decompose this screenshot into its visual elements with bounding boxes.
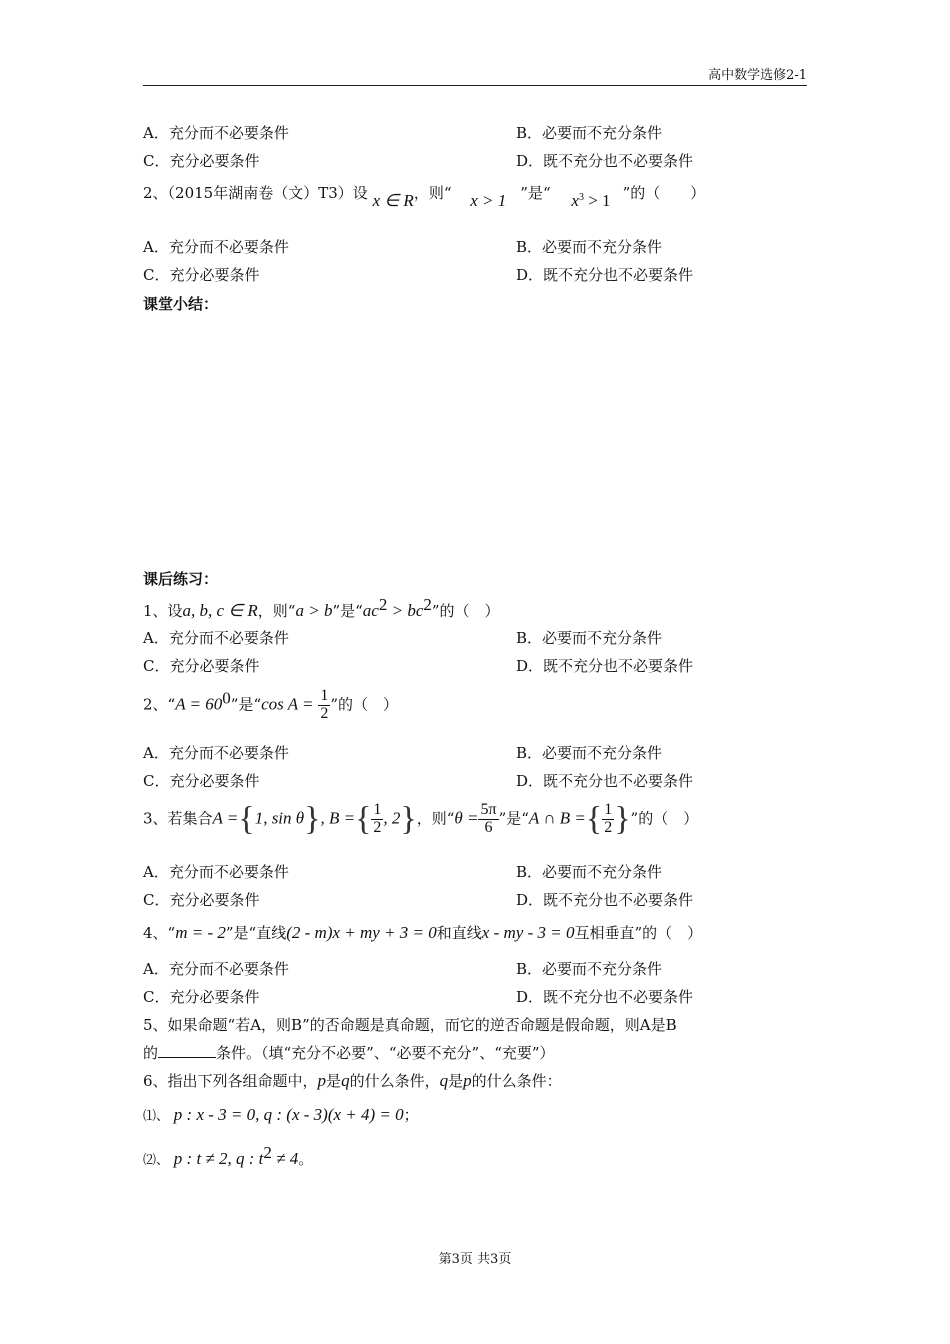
option-c: C．充分必要条件 [143, 891, 260, 909]
left-brace: { [585, 800, 603, 838]
practice-6-part-2: ⑵、 p : t ≠ 2, q : $t^2 \ne 4$。 [143, 1143, 314, 1168]
option-a: A．充分而不必要条件 [143, 124, 289, 142]
left-brace: { [238, 800, 255, 838]
option-b: B．必要而不充分条件 [516, 863, 663, 881]
practice-3: 3、若集合A ={1, sin θ}, B ={ $\frac{1}{2}$ , 2}，则“θ = $\frac{5\pi}{6}$ ”是“A ∩ B ={ $\frac{1}{2}$ }”的（ ） [143, 800, 699, 838]
option-b: B．必要而不充分条件 [516, 238, 663, 256]
header-rule [143, 85, 807, 86]
practice-5-line2: 的 条件。（填“充分不必要”、“必要不充分”、“充要”） [143, 1044, 555, 1062]
practice-1: 1、设a, b, c ∈ R，则“a > b”是“$ac^2 > bc^2$”的（ ） [143, 595, 500, 620]
option-c: C．充分必要条件 [143, 988, 260, 1006]
option-a: A．充分而不必要条件 [143, 238, 289, 256]
question-2015-hunan: 2、（2015年湖南卷（文）T3）设 x ∈ R，则“ x > 1 ”是“ $x^3 > 1$ ”的（ ） [143, 184, 706, 210]
practice-2: 2、“$A = 60^0$”是“cos A = $\frac{1}{2}$ ”的（ ） [143, 687, 398, 722]
option-d: D．既不充分也不必要条件 [516, 891, 694, 909]
option-d: D．既不充分也不必要条件 [516, 657, 694, 675]
summary-heading: 课堂小结： [143, 295, 219, 313]
page-header: 高中数学选修2-1 [708, 68, 807, 83]
option-c: C．充分必要条件 [143, 152, 260, 170]
option-c: C．充分必要条件 [143, 266, 260, 284]
page-footer: 第3页 共3页 [438, 1252, 512, 1267]
option-c: C．充分必要条件 [143, 657, 260, 675]
practice-4: 4、“m = - 2”是“直线(2 - m)x + my + 3 = 0和直线x - my - 3 = 0互相垂直”的（ ） [143, 923, 703, 942]
answer-blank[interactable] [158, 1043, 216, 1058]
option-b: B．必要而不充分条件 [516, 124, 663, 142]
practice-5-line1: 5、如果命题“若A，则B”的否命题是真命题，而它的逆否命题是假命题，则A是B [143, 1016, 677, 1034]
right-brace: } [614, 800, 631, 838]
left-brace: { [355, 800, 372, 838]
option-b: B．必要而不充分条件 [516, 960, 663, 978]
practice-heading: 课后练习： [143, 570, 219, 588]
option-a: A．充分而不必要条件 [143, 960, 289, 978]
option-a: A．充分而不必要条件 [143, 744, 289, 762]
practice-6-part-1: ⑴、 p : x - 3 = 0, q : (x - 3)(x + 4) = 0； [143, 1105, 419, 1124]
option-b: B．必要而不充分条件 [516, 744, 663, 762]
option-d: D．既不充分也不必要条件 [516, 772, 694, 790]
option-a: A．充分而不必要条件 [143, 629, 289, 647]
option-d: D．既不充分也不必要条件 [516, 266, 694, 284]
option-c: C．充分必要条件 [143, 772, 260, 790]
option-d: D．既不充分也不必要条件 [516, 988, 694, 1006]
practice-6: 6、指出下列各组命题中，p是q的什么条件，q是p的什么条件： [143, 1071, 562, 1090]
right-brace: } [400, 800, 417, 838]
option-a: A．充分而不必要条件 [143, 863, 289, 881]
option-d: D．既不充分也不必要条件 [516, 152, 694, 170]
option-b: B．必要而不充分条件 [516, 629, 663, 647]
right-brace: } [304, 800, 321, 838]
